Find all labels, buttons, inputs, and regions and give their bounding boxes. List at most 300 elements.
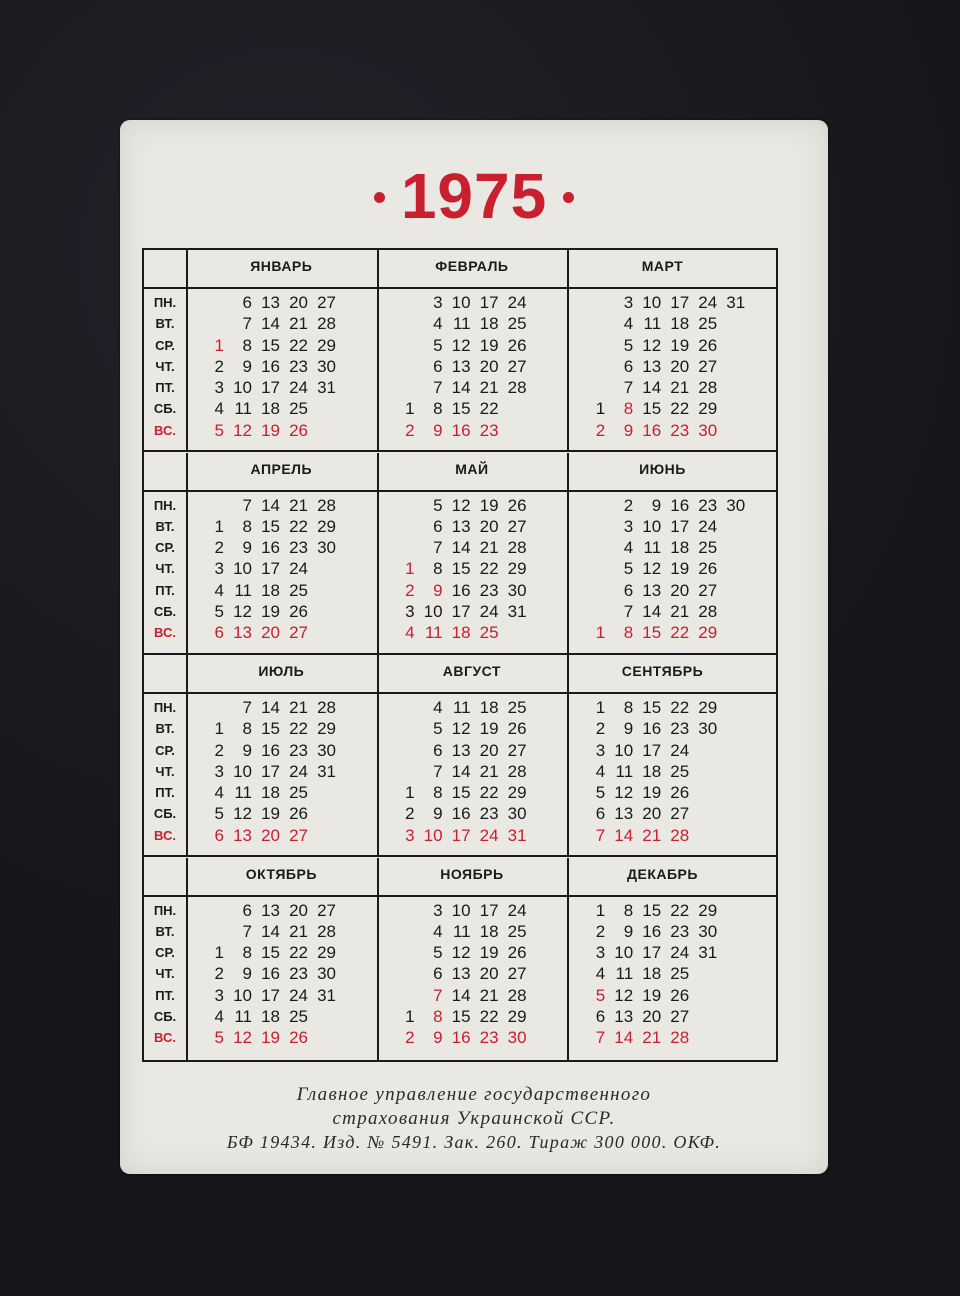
date-number: 18: [261, 783, 280, 803]
date-number: 28: [507, 378, 527, 398]
date-number: 6: [433, 356, 443, 376]
date-number: 11: [452, 698, 471, 717]
date-number: 2: [595, 420, 606, 440]
day-label: ПТ.: [155, 582, 175, 598]
date-number: 20: [479, 740, 499, 760]
date-number: 15: [261, 335, 280, 355]
weekday-row: [385, 803, 566, 824]
date-number: 14: [614, 825, 634, 845]
date-number: 7: [623, 378, 634, 398]
date-number: 19: [479, 719, 499, 739]
date-number: 21: [642, 825, 662, 845]
weekday-row: [194, 985, 375, 1006]
weekday-row: [194, 900, 375, 921]
date-number: 10: [642, 293, 662, 312]
date-number: 30: [726, 495, 746, 515]
date-number: 30: [698, 420, 718, 440]
date-number: 5: [214, 1028, 224, 1048]
weekday-row: [385, 942, 566, 963]
date-number: 8: [242, 516, 252, 536]
date-number: 16: [451, 580, 471, 600]
date-number: 26: [670, 783, 690, 803]
date-number: 5: [433, 719, 443, 739]
day-label: ВС.: [154, 827, 176, 843]
date-number: 3: [214, 761, 224, 781]
day-label: СБ.: [153, 1008, 177, 1024]
date-number: 2: [214, 740, 224, 760]
date-number: 19: [261, 1028, 280, 1048]
footer-line-3: БФ 19434. Изд. № 5491. Зак. 260. Тираж 300 000. ОКФ.: [226, 1132, 722, 1152]
date-number: 24: [289, 559, 308, 579]
month-days: [385, 697, 566, 846]
date-number: 14: [614, 1028, 634, 1048]
day-label: ПН.: [153, 295, 177, 310]
weekday-row: [385, 313, 566, 334]
date-number: 4: [214, 580, 224, 600]
date-number: 8: [623, 399, 634, 419]
weekday-row: [194, 313, 375, 334]
date-number: 17: [670, 293, 690, 312]
weekday-row: [575, 516, 756, 537]
date-number: 28: [507, 538, 527, 558]
date-number: 16: [261, 740, 280, 760]
date-number: 28: [698, 378, 718, 398]
column-divider: [186, 453, 188, 655]
date-number: 1: [214, 943, 224, 963]
date-number: 14: [451, 378, 471, 398]
date-number: 13: [451, 356, 471, 376]
weekday-row: [575, 495, 756, 516]
day-label: СР.: [155, 540, 175, 556]
date-number: 15: [451, 783, 471, 803]
date-number: 5: [214, 804, 224, 824]
date-number: 13: [614, 1006, 634, 1026]
date-number: 24: [507, 900, 527, 920]
date-number: 2: [405, 1028, 415, 1048]
date-number: 18: [261, 399, 280, 419]
date-number: 21: [642, 1028, 662, 1048]
day-label: ВТ.: [155, 316, 175, 332]
date-number: 4: [433, 698, 443, 717]
date-number: 6: [242, 293, 252, 312]
date-number: 24: [479, 601, 499, 621]
date-number: 11: [643, 538, 662, 558]
date-number: 18: [261, 580, 280, 600]
date-number: 21: [670, 378, 690, 398]
red-dot-right: [563, 192, 574, 203]
date-number: 11: [452, 314, 471, 334]
date-number: 8: [623, 698, 634, 717]
weekday-row: [194, 580, 375, 601]
date-number: 20: [289, 900, 308, 920]
date-number: 6: [433, 964, 443, 984]
date-number: 7: [242, 314, 252, 334]
day-label: ВТ.: [155, 923, 175, 939]
date-number: 25: [507, 921, 527, 941]
date-number: 23: [289, 356, 308, 376]
month-days: [194, 292, 375, 441]
weekday-row: [575, 1027, 756, 1048]
date-number: 22: [289, 335, 308, 355]
date-number: 20: [670, 580, 690, 600]
date-number: 16: [261, 356, 280, 376]
day-labels: [144, 292, 186, 441]
weekday-row: [194, 292, 375, 313]
date-number: 31: [317, 985, 336, 1005]
date-number: 9: [433, 420, 443, 440]
month-name: ОКТЯБРЬ: [245, 865, 317, 882]
date-number: 18: [670, 538, 690, 558]
date-number: 27: [507, 740, 527, 760]
month-days: [385, 495, 566, 644]
weekday-row: [385, 537, 566, 558]
date-number: 14: [451, 761, 471, 781]
date-number: 27: [698, 580, 718, 600]
date-number: 10: [642, 516, 662, 536]
weekday-row: [385, 825, 566, 846]
date-number: 4: [433, 921, 443, 941]
date-number: 13: [451, 740, 471, 760]
date-number: 8: [242, 719, 252, 739]
date-number: 8: [242, 943, 252, 963]
date-number: 19: [670, 335, 690, 355]
day-label: ЧТ.: [155, 358, 175, 374]
date-number: 23: [479, 580, 499, 600]
date-number: 16: [261, 538, 280, 558]
date-number: 27: [698, 356, 718, 376]
date-number: 19: [261, 420, 280, 440]
weekday-row: [385, 292, 566, 313]
date-number: 19: [642, 985, 662, 1005]
date-number: 11: [615, 964, 634, 984]
date-number: 12: [233, 420, 252, 440]
date-number: 7: [242, 495, 252, 515]
date-number: 28: [670, 825, 690, 845]
date-number: 25: [507, 698, 527, 717]
date-number: 7: [595, 1028, 606, 1048]
year-title: [120, 160, 828, 232]
header-divider: [144, 490, 776, 492]
date-number: 29: [698, 399, 718, 419]
column-divider: [377, 655, 379, 857]
pocket-calendar-card: [120, 120, 828, 1174]
date-number: 25: [670, 761, 690, 781]
month-name: МАЙ: [455, 460, 489, 477]
date-number: 31: [726, 293, 746, 312]
date-number: 19: [670, 559, 690, 579]
weekday-row: [385, 420, 566, 441]
quarter-block: [144, 453, 776, 655]
day-label: СР.: [155, 337, 175, 353]
date-number: 9: [242, 740, 252, 760]
month-name: ДЕКАБРЬ: [627, 865, 698, 882]
header-divider: [144, 287, 776, 289]
date-number: 2: [595, 719, 606, 739]
date-number: 18: [642, 964, 662, 984]
day-label: ПТ.: [155, 987, 175, 1003]
date-number: 6: [214, 825, 224, 845]
weekday-row: [575, 356, 756, 377]
date-number: 25: [670, 964, 690, 984]
date-number: 30: [317, 538, 336, 558]
date-number: 23: [698, 495, 718, 515]
weekday-row: [385, 963, 566, 984]
weekday-row: [194, 356, 375, 377]
footer-line-1: Главное управление государственного: [296, 1084, 652, 1105]
date-number: 27: [670, 804, 690, 824]
date-number: 28: [317, 698, 336, 717]
weekday-row: [385, 580, 566, 601]
weekday-row: [575, 601, 756, 622]
date-number: 13: [614, 804, 634, 824]
date-number: 7: [595, 825, 606, 845]
weekday-row: [194, 495, 375, 516]
month-days: [385, 900, 566, 1049]
day-label: СР.: [155, 945, 175, 961]
date-number: 9: [242, 356, 252, 376]
weekday-row: [194, 601, 375, 622]
date-number: 22: [289, 943, 308, 963]
date-number: 16: [642, 921, 662, 941]
date-number: 21: [670, 601, 690, 621]
weekday-row: [194, 1006, 375, 1027]
date-number: 21: [479, 378, 499, 398]
date-number: 16: [451, 420, 471, 440]
date-number: 25: [507, 314, 527, 334]
weekday-row: [385, 718, 566, 739]
date-number: 7: [242, 698, 252, 717]
weekday-row: [385, 601, 566, 622]
date-number: 16: [451, 1028, 471, 1048]
weekday-row: [575, 921, 756, 942]
date-number: 12: [451, 495, 471, 515]
date-number: 14: [261, 495, 280, 515]
weekday-row: [575, 313, 756, 334]
day-labels: [144, 697, 186, 846]
date-number: 6: [595, 1006, 606, 1026]
date-number: 16: [642, 719, 662, 739]
column-divider: [186, 250, 188, 452]
date-number: 13: [642, 580, 662, 600]
date-number: 28: [317, 314, 336, 334]
date-number: 2: [405, 420, 415, 440]
date-number: 2: [405, 580, 415, 600]
weekday-row: [575, 335, 756, 356]
date-number: 7: [433, 985, 443, 1005]
date-number: 18: [670, 314, 690, 334]
date-number: 22: [479, 399, 499, 419]
date-number: 17: [261, 761, 280, 781]
date-number: 3: [405, 825, 415, 845]
date-number: 23: [670, 719, 690, 739]
weekday-row: [194, 921, 375, 942]
date-number: 8: [433, 559, 443, 579]
date-number: 29: [507, 559, 527, 579]
month-name: СЕНТЯБРЬ: [621, 663, 704, 679]
weekday-row: [385, 377, 566, 398]
month-name: АВГУСТ: [442, 663, 501, 679]
date-number: 14: [451, 985, 471, 1005]
date-number: 5: [595, 783, 606, 803]
month-name: МАРТ: [641, 258, 684, 274]
date-number: 3: [214, 559, 224, 579]
date-number: 20: [261, 825, 280, 845]
weekday-row: [575, 1006, 756, 1027]
date-number: 11: [424, 623, 443, 643]
day-label: ВТ.: [155, 518, 175, 534]
month-days: [575, 495, 756, 644]
weekday-row: [575, 292, 756, 313]
day-label: ЧТ.: [155, 763, 175, 779]
date-number: 10: [233, 761, 252, 781]
date-number: 27: [507, 964, 527, 984]
date-number: 24: [698, 293, 718, 312]
date-number: 13: [233, 825, 252, 845]
date-number: 12: [642, 559, 662, 579]
date-number: 29: [317, 943, 336, 963]
date-number: 1: [214, 719, 224, 739]
date-number: 26: [507, 719, 527, 739]
date-number: 3: [214, 378, 224, 398]
month-days: [575, 900, 756, 1049]
date-number: 3: [214, 985, 224, 1005]
date-number: 23: [479, 1028, 499, 1048]
date-number: 17: [642, 740, 662, 760]
date-number: 22: [479, 783, 499, 803]
day-label: ЧТ.: [155, 561, 175, 577]
weekday-row: [194, 718, 375, 739]
date-number: 3: [623, 293, 634, 312]
date-number: 5: [214, 601, 224, 621]
weekday-row: [575, 825, 756, 846]
date-number: 28: [670, 1028, 690, 1048]
date-number: 16: [261, 964, 280, 984]
day-label: СБ.: [153, 806, 177, 822]
date-number: 17: [451, 825, 471, 845]
date-number: 4: [214, 783, 224, 803]
date-number: 14: [261, 314, 280, 334]
date-number: 8: [623, 623, 634, 643]
date-number: 17: [451, 601, 471, 621]
date-number: 20: [642, 1006, 662, 1026]
date-number: 13: [642, 356, 662, 376]
weekday-row: [194, 942, 375, 963]
day-label: СБ.: [153, 603, 177, 619]
date-number: 27: [289, 825, 308, 845]
date-number: 12: [451, 719, 471, 739]
date-number: 20: [289, 293, 308, 312]
date-number: 30: [317, 964, 336, 984]
date-number: 23: [670, 921, 690, 941]
date-number: 10: [233, 378, 252, 398]
date-number: 17: [261, 985, 280, 1005]
date-number: 9: [623, 921, 634, 941]
date-number: 12: [451, 335, 471, 355]
date-number: 11: [643, 314, 662, 334]
date-number: 13: [451, 964, 471, 984]
date-number: 3: [405, 601, 415, 621]
date-number: 5: [595, 985, 606, 1005]
date-number: 30: [317, 740, 336, 760]
date-number: 6: [623, 356, 634, 376]
date-number: 19: [261, 601, 280, 621]
date-number: 3: [595, 740, 606, 760]
date-number: 25: [289, 783, 308, 803]
date-number: 4: [405, 623, 415, 643]
date-number: 26: [698, 335, 718, 355]
date-number: 19: [479, 495, 499, 515]
date-number: 25: [698, 314, 718, 334]
date-number: 24: [289, 985, 308, 1005]
date-number: 11: [234, 580, 252, 600]
month-days: [575, 697, 756, 846]
date-number: 30: [317, 356, 336, 376]
date-number: 4: [623, 314, 634, 334]
month-name: ИЮНЬ: [639, 460, 686, 477]
weekday-row: [194, 825, 375, 846]
date-number: 30: [698, 719, 718, 739]
day-label: ЧТ.: [155, 966, 175, 982]
column-divider: [377, 858, 379, 1060]
date-number: 5: [433, 943, 443, 963]
date-number: 6: [242, 900, 252, 920]
day-label: ВС.: [154, 1030, 176, 1046]
date-number: 29: [698, 698, 718, 717]
date-number: 17: [261, 378, 280, 398]
date-number: 24: [289, 761, 308, 781]
date-number: 12: [642, 335, 662, 355]
date-number: 24: [289, 378, 308, 398]
date-number: 1: [405, 399, 415, 419]
date-number: 23: [289, 538, 308, 558]
date-number: 29: [698, 900, 718, 920]
date-number: 2: [405, 804, 415, 824]
date-number: 12: [614, 985, 634, 1005]
month-days: [385, 292, 566, 441]
date-number: 26: [289, 420, 308, 440]
header-divider: [144, 895, 776, 897]
column-divider: [377, 453, 379, 655]
date-number: 29: [317, 719, 336, 739]
date-number: 26: [507, 335, 527, 355]
date-number: 11: [234, 783, 252, 803]
date-number: 20: [261, 623, 280, 643]
date-number: 25: [289, 399, 308, 419]
date-number: 5: [623, 559, 634, 579]
day-label: СР.: [155, 742, 175, 758]
date-number: 15: [451, 399, 471, 419]
weekday-row: [385, 516, 566, 537]
date-number: 20: [479, 964, 499, 984]
month-name: НОЯБРЬ: [440, 865, 504, 882]
date-number: 31: [507, 601, 527, 621]
date-number: 21: [479, 761, 499, 781]
day-labels: [144, 495, 186, 644]
weekday-row: [194, 782, 375, 803]
date-number: 19: [479, 943, 499, 963]
date-number: 14: [451, 538, 471, 558]
date-number: 25: [479, 623, 499, 643]
date-number: 11: [234, 399, 252, 419]
weekday-row: [385, 697, 566, 718]
date-number: 3: [433, 293, 443, 312]
date-number: 24: [698, 516, 718, 536]
date-number: 9: [433, 804, 443, 824]
date-number: 10: [614, 943, 634, 963]
weekday-row: [194, 740, 375, 761]
weekday-row: [575, 740, 756, 761]
weekday-row: [194, 398, 375, 419]
